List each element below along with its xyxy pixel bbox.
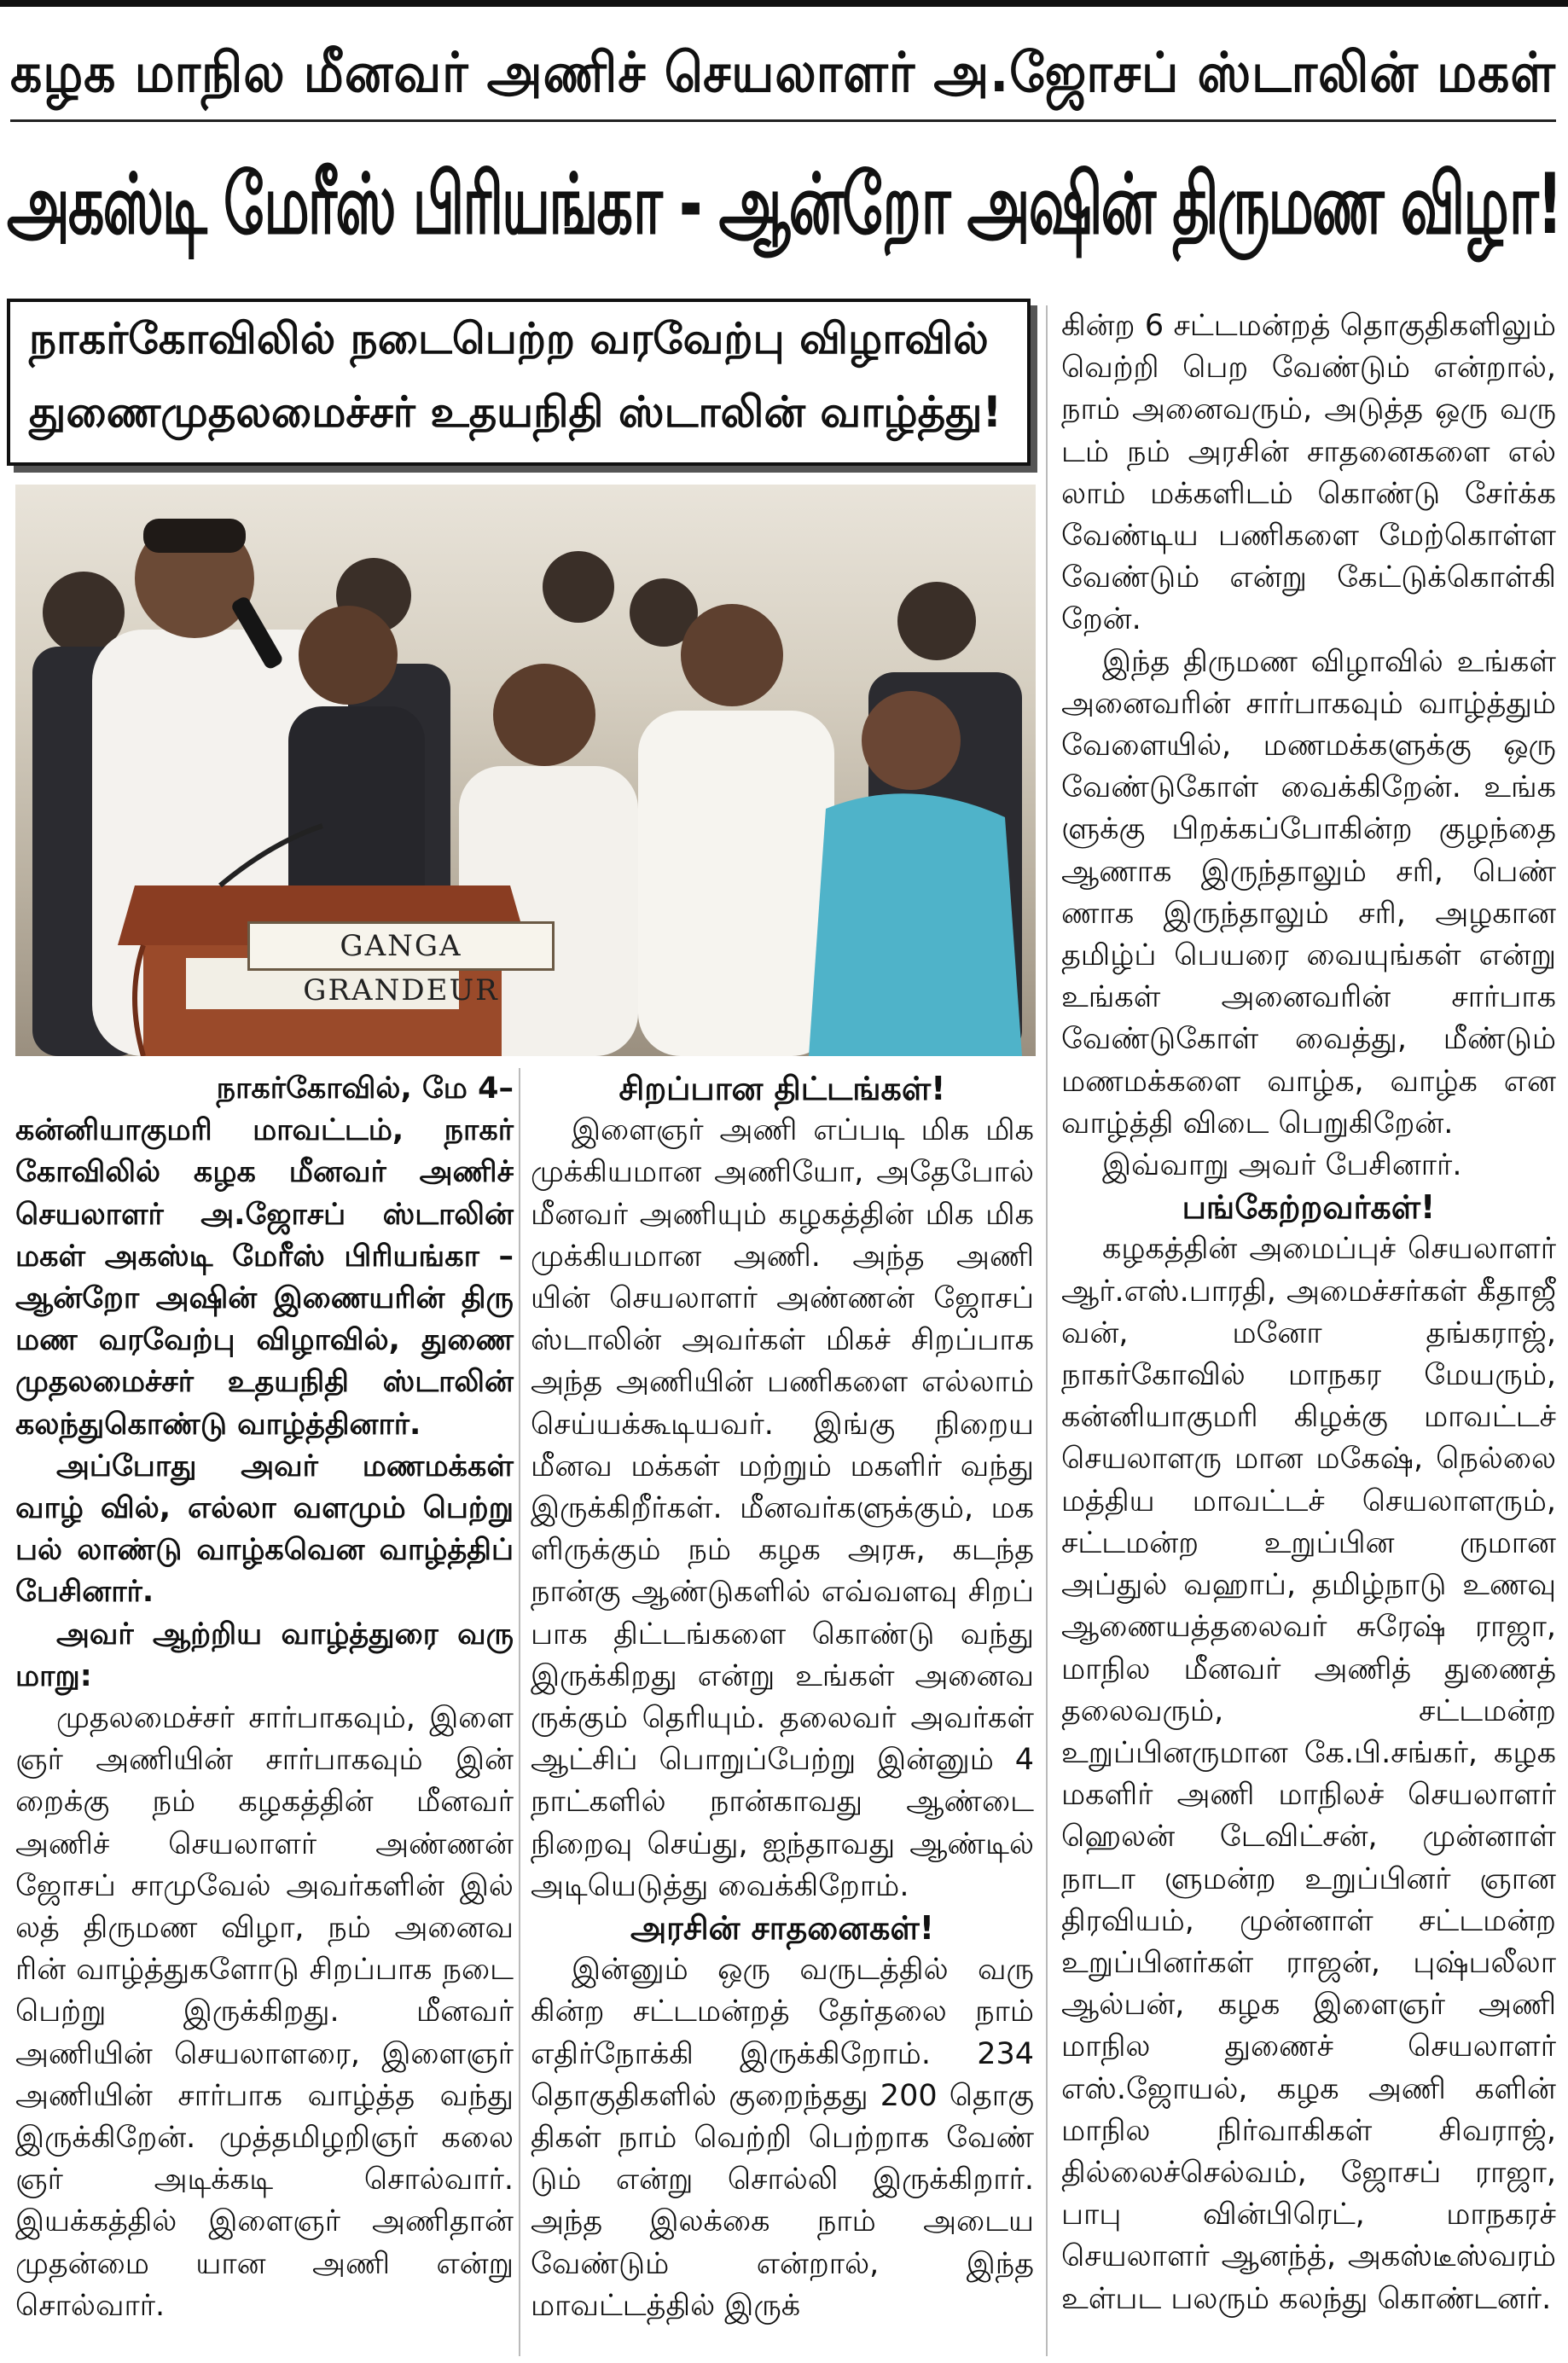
column-2: [531, 1068, 1034, 2327]
col1-para-4: முதலமைச்சர் சார்பாகவும், இளை ஞர் அணியின் சார்பாகவும் இன் றைக்கு நம் கழகத்தின் மீனவர் அணிச் செயலாளர் அண்ணன் ஜோசப் சாமுவேல் அவர்களின் இல் லத் திருமண விழா, நம் அனைவ ரின் வாழ்த்துகளோடு சிறப்பாக நடை பெற்று இருக்கிறது. மீனவர் அணியின் செயலாளரை, இளைஞர் அணியின் சார்பாக வாழ்த்த வந்து இருக்கிறேன். முத்தமிழறிஞர் கலை ஞர் அடிக்கடி சொல்வார். இயக்கத்தில் இளைஞர் அணிதான் முதன்மை யான அணி என்று சொல்வார்.: [15, 1701, 514, 2323]
column-1: [15, 1068, 514, 2327]
headline: அகஸ்டி மேரீஸ் பிரியங்கா - ஆன்றோ அஷின் திருமண விழா!: [7, 156, 1561, 253]
deck-line-2: துணைமுதலமைச்சர் உதயநிதி ஸ்டாலின் வாழ்த்து!: [29, 387, 1002, 437]
col2-para-1: இளைஞர் அணி எப்படி மிக மிக முக்கியமான அணியோ, அதேபோல் மீனவர் அணியும் கழகத்தின் மிக மிக முக்கியமான அணி. அந்த அணி யின் செயலாளர் அண்ணன் ஜோசப் ஸ்டாலின் அவர்கள் மிகச் சிறப்பாக அந்த அணியின் பணிகளை எல்லாம் செய்யக்கூடியவர். இங்கு நிறைய மீனவ மக்கள் மற்றும் மகளிர் வந்து இருக்கிறீர்கள். மீனவர்களுக்கும், மக ளிருக்கும் நம் கழக அரசு, கடந்த நான்கு ஆண்டுகளில் எவ்வளவு சிறப் பாக திட்டங்களை கொண்டு வந்து இருக்கிறது என்று உங்கள் அனைவ ருக்கும் தெரியும். தலைவர் அவர்கள் ஆட்சிப் பொறுப்பேற்று இன்னும் 4 நாட்களில் நான்காவது ஆண்டை நிறைவு செய்து, ஐந்தாவது ஆண்டில் அடியெடுத்து வைக்கிறோம்.: [531, 1113, 1034, 1903]
col3-para-2: இந்த திருமண விழாவில் உங்கள் அனைவரின் சார்பாகவும் வாழ்த்தும் வேளையில், மணமக்களுக்கு ஒரு வேண்டுகோள் வைக்கிறேன். உங்க ளுக்கு பிறக்கப்போகின்ற குழந்தை ஆணாக இருந்தாலும் சரி, பெண் ணாக இருந்தாலும் சரி, அழகான தமிழ்ப் பெயரை வையுங்கள் என்று உங்கள் அனைவரின் சார்பாக வேண்டுகோள் வைத்து, மீண்டும் மணமக்களை வாழ்க, வாழ்க என வாழ்த்தி விடை பெறுகிறேன்.: [1061, 644, 1556, 1141]
col3-para-3: இவ்வாறு அவர் பேசினார்.: [1102, 1148, 1462, 1183]
kicker-rule: [10, 119, 1556, 122]
top-border: [0, 0, 1568, 7]
subheading-special-schemes: சிறப்பான திட்டங்கள்!: [618, 1070, 946, 1107]
column-3: [1061, 305, 1556, 2320]
col1-para-1: கன்னியாகுமரி மாவட்டம், நாகர் கோவிலில் கழக மீனவர் அணிச் செயலாளர் அ.ஜோசப் ஸ்டாலின் மகள் அகஸ்டி மேரீஸ் பிரியங்கா – ஆன்றோ அஷின் இணையரின் திரு மண வரவேற்பு விழாவில், துணை முதலமைச்சர் உதயநிதி ஸ்டாலின் கலந்துகொண்டு வாழ்த்தினார்.: [15, 1113, 514, 1442]
subheading-govt-achievements: அரசின் சாதனைகள்!: [630, 1909, 935, 1948]
deck-line-1: நாகர்கோவிலில் நடைபெற்ற வரவேற்பு விழாவில்: [29, 314, 989, 363]
column-separator-2: [1046, 305, 1048, 2356]
col2-para-2: இன்னும் ஒரு வருடத்தில் வரு கின்ற சட்டமன்றத் தேர்தலை நாம் எதிர்நோக்கி இருக்கிறோம். 234 தொகுதிகளில் குறைந்தது 200 தொகு திகள் நாம் வெற்றி பெற்றாக வேண் டும் என்று சொல்லி இருக்கிறார். அந்த இலக்கை நாம் அடைய வேண்டும் என்றால், இந்த மாவட்டத்தில் இருக்: [531, 1953, 1034, 2323]
column-separator-1: [519, 1068, 520, 2356]
col1-para-3: அவர் ஆற்றிய வாழ்த்துரை வரு மாறு:: [15, 1617, 514, 1693]
col1-para-2: அப்போது அவர் மணமக்கள் வாழ் வில், எல்லா வளமும் பெற்று பல் லாண்டு வாழ்கவென வாழ்த்திப் பேசினார்.: [15, 1449, 514, 1610]
col3-para-4: கழகத்தின் அமைப்புச் செயலாளர் ஆர்.எஸ்.பாரதி, அமைச்சர்கள் கீதாஜீ வன், மனோ தங்கராஜ், நாகர்கோவில் மாநகர மேயரும், கன்னியாகுமரி கிழக்கு மாவட்டச் செயலாளரு மான மகேஷ், நெல்லை மத்திய மாவட்டச் செயலாளரும், சட்டமன்ற உறுப்பின ருமான அப்துல் வஹாப், தமிழ்நாடு உணவு ஆணையத்தலைவர் சுரேஷ் ராஜா, மாநில மீனவர் அணித் துணைத் தலைவரும், சட்டமன்ற உறுப்பினருமான கே.பி.சங்கர், கழக மகளிர் அணி மாநிலச் செயலாளர் ஹெலன் டேவிட்சன், முன்னாள் நாடா ளுமன்ற உறுப்பினர் ஞான திரவியம், முன்னாள் சட்டமன்ற உறுப்பினர்கள் ராஜன், புஷ்பலீலா ஆல்பன், கழக இளைஞர் அணி மாநில துணைச் செயலாளர் எஸ்.ஜோயல், கழக அணி களின் மாநில நிர்வாகிகள் சிவராஜ், தில்லைச்செல்வம், ஜோசப் ராஜா, பாபு வின்பிரெட், மாநகரச் செயலாளர் ஆனந்த், அகஸ்டீஸ்வரம் உள்பட பலரும் கலந்து கொண்டனர்.: [1061, 1232, 1556, 2316]
dateline: நாகர்கோவில், மே 4–: [216, 1071, 514, 1106]
kicker-line: கழக மாநில மீனவர் அணிச் செயலாளர் அ.ஜோசப் ஸ்டாலின் மகள்: [10, 42, 1556, 105]
podium-sign: GANGA GRANDEUR: [247, 921, 555, 971]
deck-box: [7, 299, 1031, 466]
col3-para-1: கின்ற 6 சட்டமன்றத் தொகுதிகளிலும் வெற்றி பெற வேண்டும் என்றால், நாம் அனைவரும், அடுத்த ஒரு வரு டம் நம் அரசின் சாதனைகளை எல் லாம் மக்களிடம் கொண்டு சேர்க்க வேண்டிய பணிகளை மேற்கொள்ள வேண்டும் என்று கேட்டுக்கொள்கி றேன்.: [1061, 309, 1556, 637]
subheading-participants: பங்கேற்றவர்கள்!: [1182, 1188, 1436, 1227]
